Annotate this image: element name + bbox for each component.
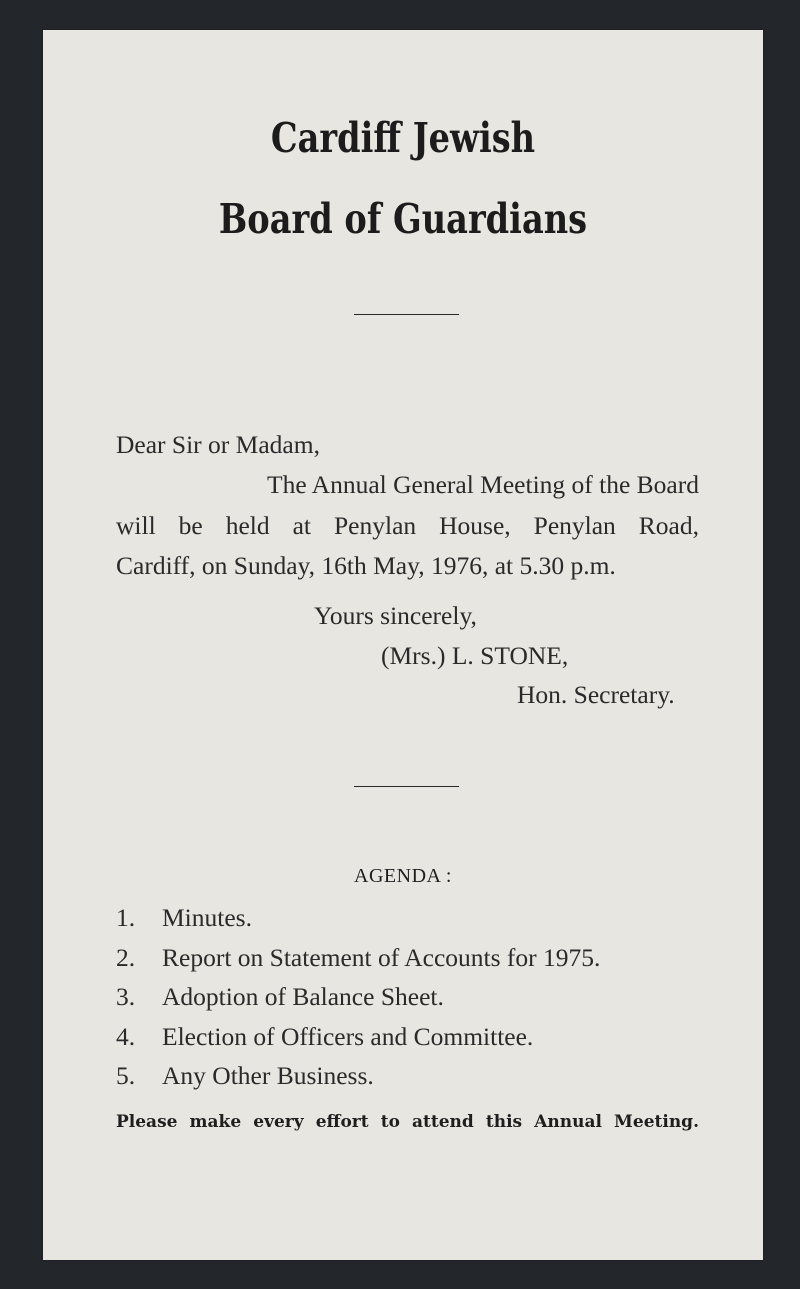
title-line-2: Board of Guardians [218, 195, 588, 243]
agenda-item [116, 943, 600, 983]
divider-bottom [354, 786, 459, 787]
body-line-3: Cardiff, on Sunday, 16th May, 1976, at 5.30 p.m. [116, 551, 616, 580]
signer-name: (Mrs.) L. STONE, [381, 641, 569, 670]
agenda-item-text: Report on Statement of Accounts for 1975. [162, 942, 601, 972]
agenda-item-number: 4. [116, 1021, 136, 1051]
agenda-item-number: 3. [116, 982, 136, 1011]
agenda-heading: AGENDA : [354, 865, 452, 887]
closing: Yours sincerely, [314, 601, 477, 630]
agenda-item [116, 1022, 600, 1062]
salutation: Dear Sir or Madam, [116, 430, 320, 459]
signer-title: Hon. Secretary. [517, 680, 675, 709]
agenda-item-text: Any Other Business. [162, 1061, 374, 1090]
footer-note: Please make every effort to attend this Annual Meeting. [116, 1112, 699, 1132]
agenda-item [116, 903, 600, 943]
agenda-item-text: Adoption of Balance Sheet. [162, 982, 444, 1011]
body-line-1: The Annual General Meeting of the Board [267, 470, 699, 499]
agenda-item-number: 2. [116, 942, 136, 972]
agenda-item-number: 1. [116, 903, 136, 932]
document-page [43, 30, 763, 1260]
title-line-1: Cardiff Jewish [270, 114, 536, 162]
agenda-item-number: 5. [116, 1061, 136, 1090]
agenda-item [116, 982, 600, 1022]
agenda-item [116, 1061, 600, 1101]
agenda-item-text: Minutes. [162, 903, 252, 932]
agenda-item-text: Election of Officers and Committee. [162, 1021, 534, 1051]
body-line-2: will be held at Penylan House, Penylan Road, [116, 511, 699, 540]
agenda-list [116, 903, 600, 1101]
divider-top [354, 314, 459, 315]
